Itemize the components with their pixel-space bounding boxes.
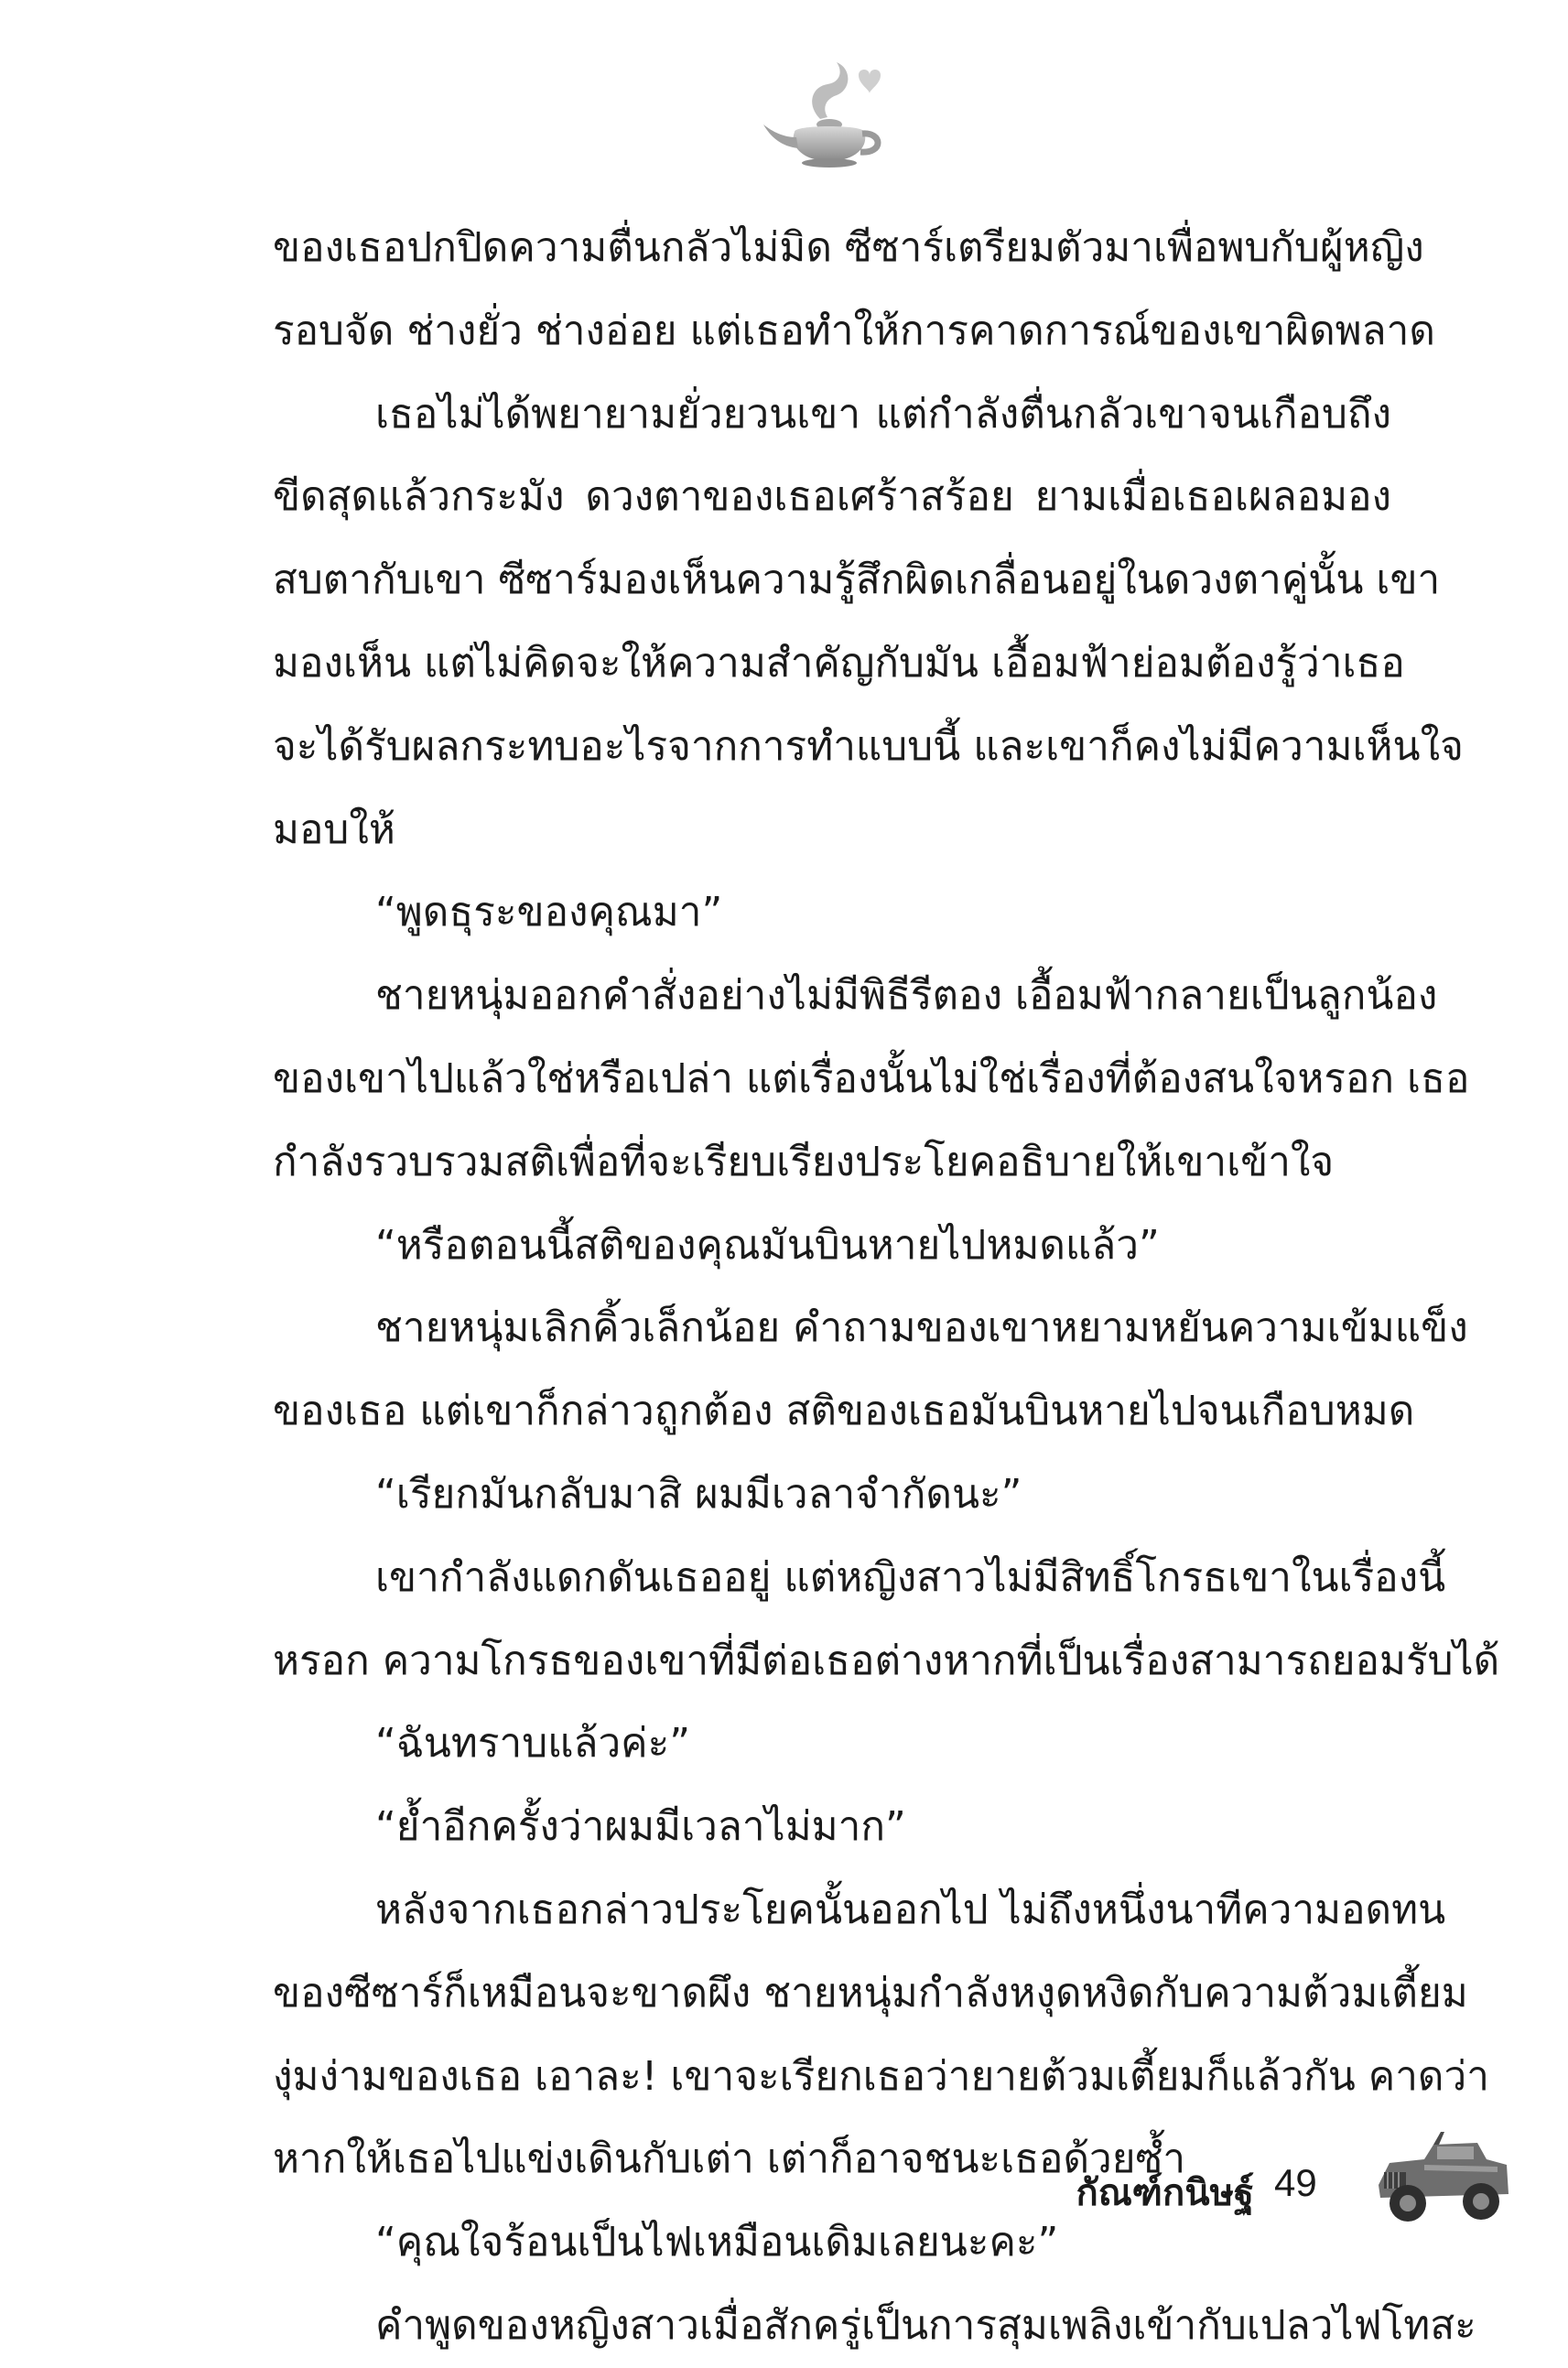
- text-line: ของเธอปกปิดความตื่นกลัวไม่มิด ซีซาร์เตรียมตัวมาเพื่อพบกับผู้หญิง: [273, 224, 1424, 271]
- text-line: สบตากับเขา ซีซาร์มองเห็นความรู้สึกผิดเกลื่อนอยู่ในดวงตาคู่นั้น เขา: [273, 557, 1441, 604]
- text-line: ชายหนุ่มออกคำสั่งอย่างไม่มีพิธีรีตอง เอื้อมฟ้ากลายเป็นลูกน้อง: [375, 972, 1438, 1020]
- text-line: หลังจากเธอกล่าวประโยคนั้นออกไป ไม่ถึงหนึ่งนาทีความอดทน: [375, 1886, 1446, 1933]
- text-line: งุ่มง่ามของเธอ เอาละ! เขาจะเรียกเธอว่ายายต้วมเตี้ยมก็แล้วกัน คาดว่า: [273, 2052, 1489, 2100]
- jeep-icon: [1369, 2128, 1516, 2229]
- dialogue-line: “ย้ำอีกครั้งว่าผมมีเวลาไม่มาก”: [375, 1803, 906, 1851]
- dialogue-line: “คุณใจร้อนเป็นไฟเหมือนเดิมเลยนะคะ”: [375, 2219, 1059, 2266]
- text-line: เขากำลังแดกดันเธออยู่ แต่หญิงสาวไม่มีสิทธิ์โกรธเขาในเรื่องนี้: [375, 1553, 1446, 1601]
- text-line: ชายหนุ่มเลิกคิ้วเล็กน้อย คำถามของเขาหยามหยันความเข้มแข็ง: [375, 1304, 1468, 1352]
- text-line: หรอก ความโกรธของเขาที่มีต่อเธอต่างหากที่เป็นเรื่องสามารถยอมรับได้: [273, 1637, 1500, 1684]
- page-footer: [0, 2128, 1568, 2238]
- text-line: หากให้เธอไปแข่งเดินกับเต่า เต่าก็อาจชนะเธอด้วยซ้ำ: [273, 2136, 1186, 2183]
- text-line: รอบจัด ช่างยั่ว ช่างอ่อย แต่เธอทำให้การคาดการณ์ของเขาผิดพลาด: [273, 307, 1435, 354]
- text-line: เธอไม่ได้พยายามยั่วยวนเขา แต่กำลังตื่นกลัวเขาจนเกือบถึง: [375, 390, 1391, 438]
- text-line: มอบให้: [273, 806, 395, 853]
- text-line: คำพูดของหญิงสาวเมื่อสักครู่เป็นการสุมเพลิงเข้ากับเปลวไฟโทสะ: [375, 2301, 1476, 2349]
- text-line: มองเห็น แต่ไม่คิดจะให้ความสำคัญกับมัน เอื้อมฟ้าย่อมต้องรู้ว่าเธอ: [273, 639, 1405, 687]
- dialogue-line: “พูดธุระของคุณมา”: [375, 889, 723, 936]
- text-line: ของเธอ แต่เขาก็กล่าวถูกต้อง สติของเธอมันบินหายไปจนเกือบหมด: [273, 1388, 1415, 1435]
- text-line: ของซีซาร์ก็เหมือนจะขาดผึง ชายหนุ่มกำลังหงุดหงิดกับความต้วมเตี้ยม: [273, 1969, 1468, 2017]
- dialogue-line: “ฉันทราบแล้วค่ะ”: [375, 1720, 691, 1768]
- book-title: กัณฑ์กนิษฐ์: [1076, 2172, 1254, 2214]
- text-line: ของเขาไปแล้วใช่หรือเปล่า แต่เรื่องนั้นไม่ใช่เรื่องที่ต้องสนใจหรอก เธอ: [273, 1054, 1470, 1102]
- page-number: 49: [1274, 2161, 1317, 2204]
- text-line: ขีดสุดแล้วกระมัง ดวงตาของเธอเศร้าสร้อย ยามเมื่อเธอเผลอมอง: [273, 473, 1391, 521]
- teapot-lamp-ornament-icon: [756, 55, 903, 174]
- dialogue-line: “เรียกมันกลับมาสิ ผมมีเวลาจำกัดนะ”: [375, 1470, 1022, 1518]
- body-text: [273, 207, 1500, 2368]
- text-line: จะได้รับผลกระทบอะไรจากการทำแบบนี้ และเขาก็คงไม่มีความเห็นใจ: [273, 722, 1464, 770]
- dialogue-line: “หรือตอนนี้สติของคุณมันบินหายไปหมดแล้ว”: [375, 1221, 1160, 1269]
- text-line: กำลังรวบรวมสติเพื่อที่จะเรียบเรียงประโยคอธิบายให้เขาเข้าใจ: [273, 1138, 1335, 1185]
